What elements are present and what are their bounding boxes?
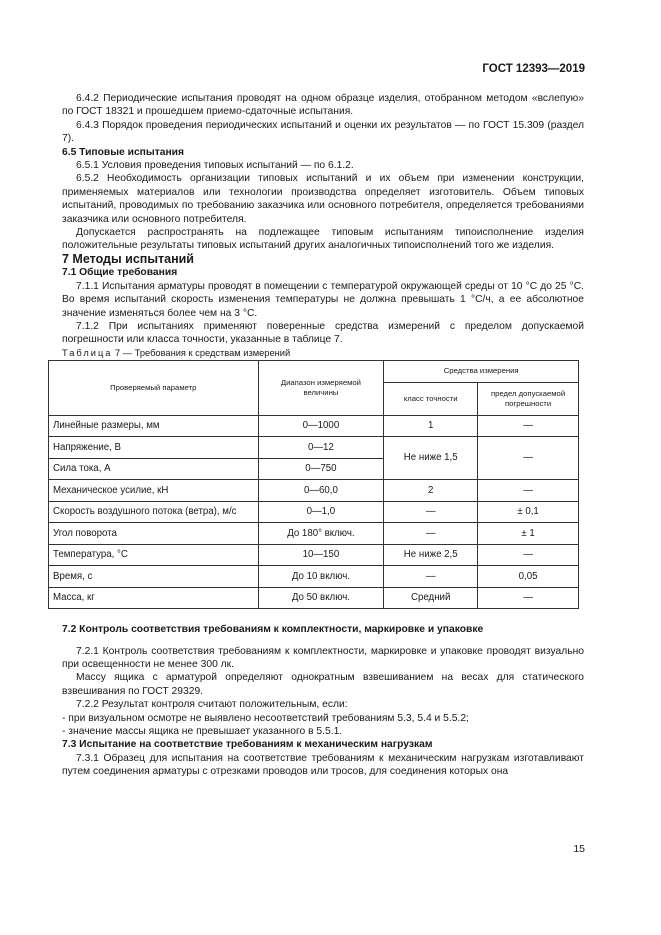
cell-class: Не ниже 1,5 — [384, 437, 478, 480]
cell-error: ± 0,1 — [478, 501, 579, 523]
table-row — [49, 480, 579, 502]
table-row — [49, 587, 579, 609]
cell-error: — — [478, 544, 579, 566]
header-accuracy-class: класс точности — [384, 382, 478, 415]
heading-7-2: 7.2 Контроль соответствия требованиям к комплектности, маркировке и упаковке — [62, 624, 484, 636]
table-row — [49, 523, 579, 545]
cell-error: — — [478, 480, 579, 502]
cell-error: — — [478, 587, 579, 609]
cell-range: 0—1000 — [258, 415, 384, 437]
header-measuring-means: Средства измерения — [384, 361, 579, 383]
heading-7-3: 7.3 Испытание на соответствие требованиям к механическим нагрузкам — [62, 739, 433, 751]
paragraph-7-2-1-mass: Массу ящика с арматурой определяют однократным взвешиванием на весах для статического взвешивания по ГОСТ 29329. — [62, 672, 584, 697]
page-number: 15 — [573, 843, 585, 855]
paragraph-6-5-extra: Допускается распространять на подлежащее типовым испытаниям типоисполнение изделия положительные результаты типовых испытаний других аналогичных типоисполнений того же изделия. — [62, 227, 584, 252]
cell-range: До 10 включ. — [258, 566, 384, 588]
paragraph-7-1-2: 7.1.2 При испытаниях применяют поверенные средства измерений с пределом допускаемой погрешности или класса точности, указанные в таблице 7. — [62, 320, 584, 346]
heading-6-5: 6.5 Типовые испытания — [62, 146, 185, 158]
cell-error: ± 1 — [478, 523, 579, 545]
cell-range: 0—12 — [258, 437, 384, 459]
cell-range: 0—750 — [258, 458, 384, 480]
header-error-limit: предел допускаемой погрешности — [478, 382, 579, 415]
page-content — [53, 92, 584, 779]
cell-param: Линейные размеры, мм — [49, 415, 259, 437]
cell-param: Механическое усилие, кН — [49, 480, 259, 502]
list-item: - при визуальном осмотре не выявлено несоответствий требованиям 5.3, 5.4 и 5.5.2; — [62, 712, 469, 724]
heading-7-1: 7.1 Общие требования — [62, 267, 178, 279]
table-row — [49, 501, 579, 523]
cell-range: До 180° включ. — [258, 523, 384, 545]
paragraph-7-2-2: 7.2.2 Результат контроля считают положительным, если: — [76, 699, 348, 711]
cell-param: Сила тока, А — [49, 458, 259, 480]
cell-range: До 50 включ. — [258, 587, 384, 609]
header-range: Диапазон измеряемой величины — [258, 361, 384, 416]
paragraph-7-2-1: 7.2.1 Контроль соответствия требованиям к комплектности, маркировке и упаковке проводят визуально при освещенности не менее 300 лк. — [62, 645, 584, 670]
list-item: - значение массы ящика не превышает указанного в 5.5.1. — [62, 725, 343, 737]
table-row — [49, 566, 579, 588]
document-code: ГОСТ 12393—2019 — [482, 63, 585, 75]
paragraph-7-3-1: 7.3.1 Образец для испытания на соответствие требованиям к механическим нагрузкам изготавливают путем соединения арматуры с отрезками проводов или тросов, для соединения которых она — [62, 752, 584, 778]
paragraph-6-5-2: 6.5.2 Необходимость организации типовых испытаний и их объем при изменении конструкции, применяемых материалов или технологии производства определяет изготовитель. Объем типовых испытаний, проводимых по требованию заказчика или основного потребителя, определяется требованиями заказчика или основного потребителя. — [62, 173, 584, 225]
table-row — [49, 544, 579, 566]
cell-param: Время, с — [49, 566, 259, 588]
cell-class: — — [384, 501, 478, 523]
paragraph-6-4-3: 6.4.3 Порядок проведения периодических испытаний и оценки их результатов — по ГОСТ 15.309 (раздел 7). — [62, 119, 584, 145]
cell-error: 0,05 — [478, 566, 579, 588]
cell-error: — — [478, 415, 579, 437]
cell-class: Средний — [384, 587, 478, 609]
cell-param: Скорость воздушного потока (ветра), м/с — [49, 501, 259, 523]
table-row — [49, 437, 579, 459]
table-row — [49, 415, 579, 437]
table-caption-title: 7 — Требования к средствам измерений — [115, 347, 291, 358]
cell-param: Температура, °С — [49, 544, 259, 566]
cell-range: 0—60,0 — [258, 480, 384, 502]
cell-param: Напряжение, В — [49, 437, 259, 459]
paragraph-6-4-2: 6.4.2 Периодические испытания проводят на одном образце изделия, отобранном методом «вслепую» по ГОСТ 18321 и прошедшем приемо-сдаточные испытания. — [62, 93, 584, 118]
cell-class: 2 — [384, 480, 478, 502]
measurement-requirements-table — [48, 360, 579, 609]
heading-section-7: 7 Методы испытаний — [62, 251, 194, 266]
table-caption-word: Таблица — [62, 347, 113, 358]
cell-class: 1 — [384, 415, 478, 437]
cell-param: Угол поворота — [49, 523, 259, 545]
header-parameter: Проверяемый параметр — [49, 361, 259, 416]
cell-class: — — [384, 566, 478, 588]
cell-class: Не ниже 2,5 — [384, 544, 478, 566]
cell-error: — — [478, 437, 579, 480]
cell-param: Масса, кг — [49, 587, 259, 609]
cell-class: — — [384, 523, 478, 545]
paragraph-7-1-1: 7.1.1 Испытания арматуры проводят в помещении с температурой окружающей среды от 10 °С до 25 °С. Во время испытаний скорость изменения температуры не должна превышать 1 °С/ч, а ее абсолютное значение изменяться более чем на 3 °С. — [62, 280, 584, 319]
paragraph-6-5-1: 6.5.1 Условия проведения типовых испытаний — по 6.1.2. — [76, 160, 354, 172]
cell-range: 10—150 — [258, 544, 384, 566]
table-caption — [62, 347, 584, 360]
cell-range: 0—1,0 — [258, 501, 384, 523]
